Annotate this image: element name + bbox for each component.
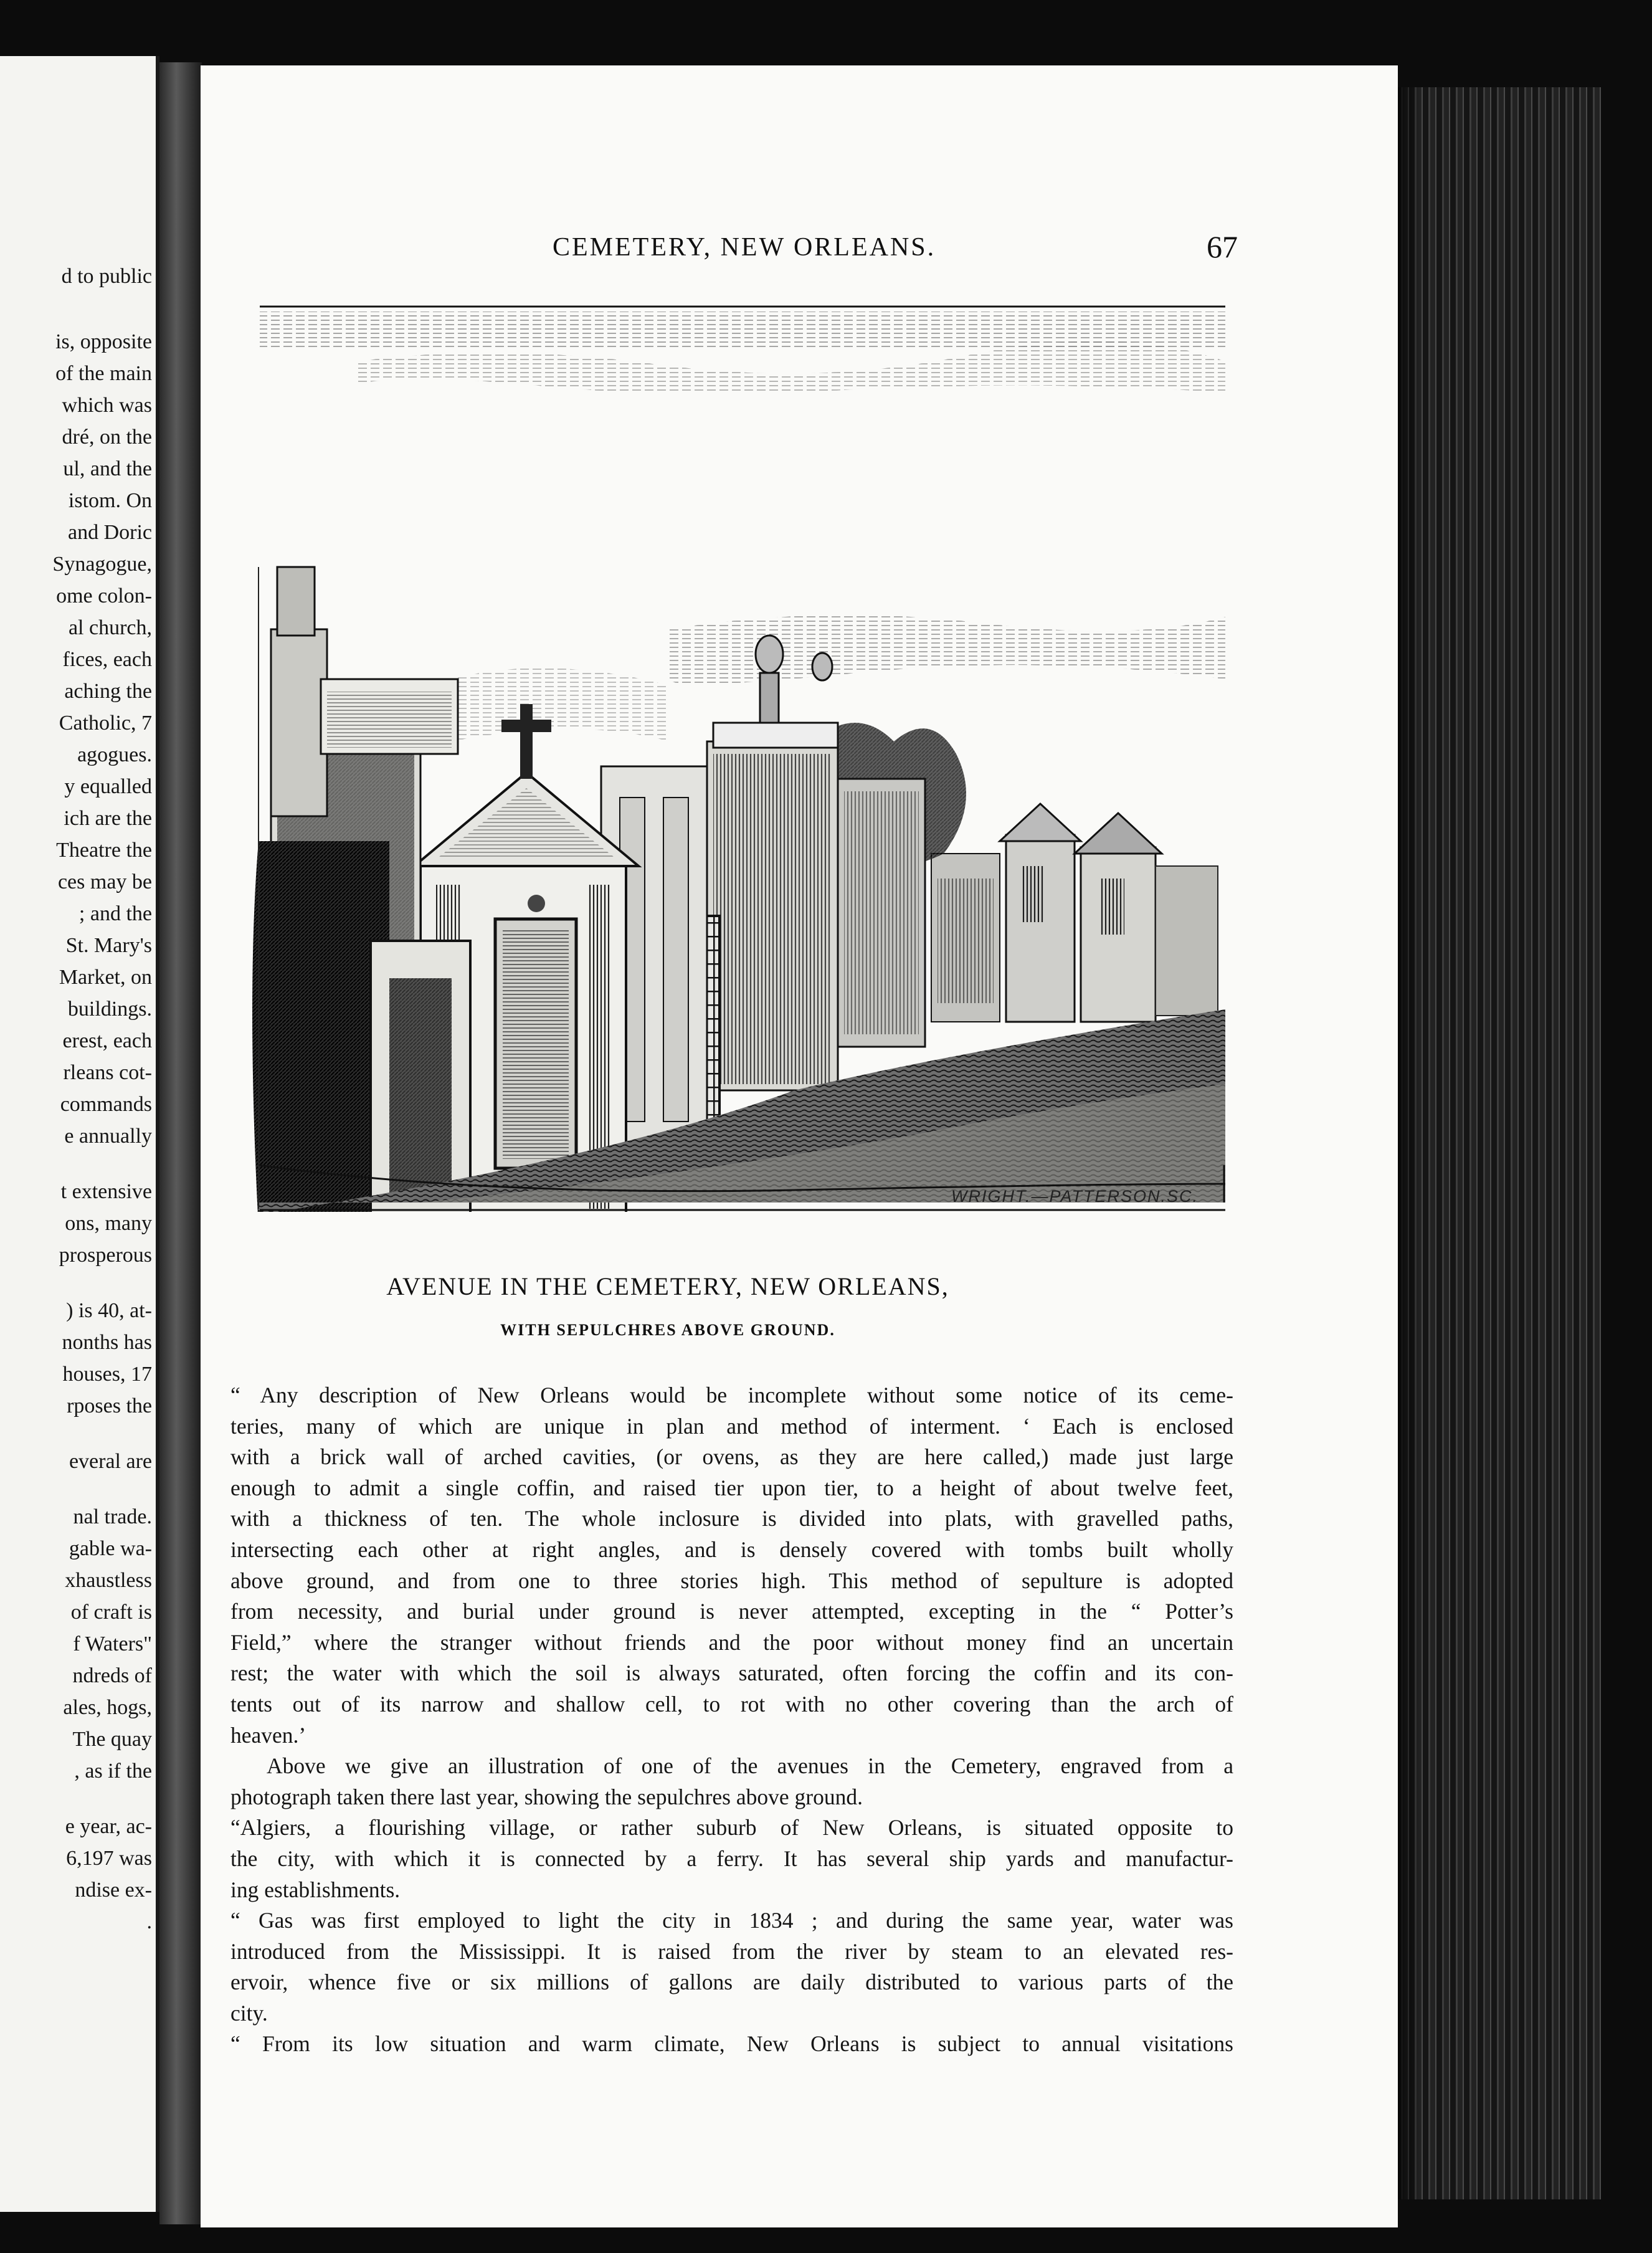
left-page-line: rleans cot- <box>63 1061 152 1084</box>
body-line: heaven.’ <box>230 1722 306 1748</box>
left-page-line: ales, hogs, <box>63 1696 152 1719</box>
far-tombs <box>931 804 1218 1022</box>
left-page-line: commands <box>60 1093 152 1116</box>
left-page-line: . <box>146 1910 152 1933</box>
body-text <box>230 1380 1233 2060</box>
left-facing-page <box>0 56 159 2212</box>
running-head: CEMETERY, NEW ORLEANS. <box>553 233 936 262</box>
left-page-line: agogues. <box>77 743 152 766</box>
left-page-line: houses, 17 <box>62 1363 152 1386</box>
left-page-line: nonths has <box>62 1331 152 1354</box>
book-gutter <box>159 62 202 2224</box>
body-line: “ Gas was first employed to light the city in 1834 ; and during the same year, water was <box>230 1908 1233 1933</box>
left-page-line: e annually <box>64 1125 152 1148</box>
body-line: enough to admit a single coffin, and raised tier upon tier, to a height of about twelve feet, <box>230 1475 1233 1500</box>
left-page-line: ndreds of <box>72 1664 152 1687</box>
left-page-line: 6,197 was <box>66 1847 152 1870</box>
left-page-line: istom. On <box>68 489 152 512</box>
body-line: “ Any description of New Orleans would be incomplete without some notice of its ceme- <box>230 1383 1233 1408</box>
body-line: above ground, and from one to three stories high. This method of sepulture is adopted <box>230 1568 1233 1593</box>
left-page-line: f Waters" <box>73 1632 152 1655</box>
left-page-line: t extensive <box>60 1180 152 1203</box>
left-page-line: d to public <box>61 265 152 288</box>
left-page-line: ndise ex- <box>75 1879 152 1902</box>
page-number: 67 <box>1207 229 1238 264</box>
body-line: tents out of its narrow and shallow cell, to rot with no other covering than the arch of <box>230 1691 1233 1717</box>
left-page-line: ul, and the <box>63 457 152 480</box>
left-page-line: erest, each <box>62 1029 152 1052</box>
left-page-line: xhaustless <box>65 1569 152 1592</box>
left-page-line: , as if the <box>74 1760 152 1783</box>
left-page-line: fices, each <box>62 648 152 671</box>
left-page-line: Theatre the <box>56 839 152 862</box>
body-line: with a thickness of ten. The whole inclosure is divided into plats, with gravelled paths, <box>230 1506 1233 1531</box>
left-page-line: y equalled <box>64 775 152 798</box>
main-page <box>201 65 1398 2227</box>
body-line: from necessity, and burial under ground is never attempted, excepting in the “ Potter’s <box>230 1599 1233 1624</box>
left-page-line: of craft is <box>70 1601 152 1624</box>
left-page-line: e year, ac- <box>65 1815 152 1838</box>
left-page-line: St. Mary's <box>65 934 152 957</box>
left-page-line: Market, on <box>59 966 152 989</box>
body-line: city. <box>230 2000 268 2026</box>
left-page-line: al church, <box>68 616 152 639</box>
body-line: Above we give an illustration of one of the avenues in the Cemetery, engraved from a <box>267 1753 1233 1779</box>
body-line: Field,” where the stranger without friends and the poor without money find an uncertain <box>230 1629 1233 1655</box>
body-line: rest; the water with which the soil is always saturated, often forcing the coffin and its con- <box>230 1660 1233 1686</box>
cemetery-engraving <box>234 305 1225 1212</box>
left-page-line: ces may be <box>57 870 152 893</box>
page-edges <box>1395 87 1601 2199</box>
body-line: ing establishments. <box>230 1877 401 1902</box>
left-page-line: ons, many <box>65 1212 152 1235</box>
left-page-line: aching the <box>64 680 152 703</box>
engraver-credit: WRIGHT.—PATTERSON.SC. <box>951 1187 1199 1206</box>
left-page-line: of the main <box>55 362 152 385</box>
left-page-line: rposes the <box>67 1394 152 1417</box>
caption-title: AVENUE IN THE CEMETERY, NEW ORLEANS, <box>386 1272 949 1300</box>
body-line: photograph taken there last year, showing the sepulchres above ground. <box>230 1784 863 1809</box>
mid-tombs <box>707 636 925 1090</box>
left-page-line: Synagogue, <box>52 553 152 576</box>
body-line: teries, many of which are unique in plan and method of interment. ‘ Each is enclosed <box>230 1413 1233 1439</box>
left-page-line: ) is 40, at- <box>66 1299 152 1322</box>
left-page-line: ; and the <box>78 902 152 925</box>
left-page-line: ich are the <box>64 807 152 830</box>
body-line: introduced from the Mississippi. It is raised from the river by steam to an elevated res- <box>230 1938 1233 1964</box>
body-line: “ From its low situation and warm climate, New Orleans is subject to annual visitations <box>230 2031 1233 2057</box>
left-page-line: Catholic, 7 <box>59 712 152 735</box>
body-line: with a brick wall of arched cavities, (or ovens, as they are here called,) made just large <box>230 1444 1233 1470</box>
left-page-line: The quay <box>72 1728 152 1751</box>
body-line: intersecting each other at right angles, and is densely covered with tombs built wholly <box>230 1536 1233 1562</box>
left-page-line: buildings. <box>67 998 152 1021</box>
body-line: the city, with which it is connected by a ferry. It has several ship yards and manufactur- <box>230 1846 1233 1871</box>
left-page-line: gable wa- <box>69 1537 152 1560</box>
left-page-line: prosperous <box>59 1244 152 1267</box>
left-page-line: everal are <box>69 1450 152 1473</box>
caption-subtitle: WITH SEPULCHRES ABOVE GROUND. <box>500 1321 835 1339</box>
left-page-line: and Doric <box>67 521 152 544</box>
body-line: ervoir, whence five or six millions of gallons are daily distributed to various parts of the <box>230 1970 1233 1995</box>
left-page-line: is, opposite <box>55 330 152 353</box>
left-page-line: which was <box>62 394 152 417</box>
left-page-line: nal trade. <box>73 1505 152 1528</box>
left-page-line: dré, on the <box>62 426 152 449</box>
body-line: “Algiers, a flourishing village, or rather suburb of New Orleans, is situated opposite to <box>230 1815 1233 1841</box>
left-page-line: ome colon- <box>56 584 152 607</box>
